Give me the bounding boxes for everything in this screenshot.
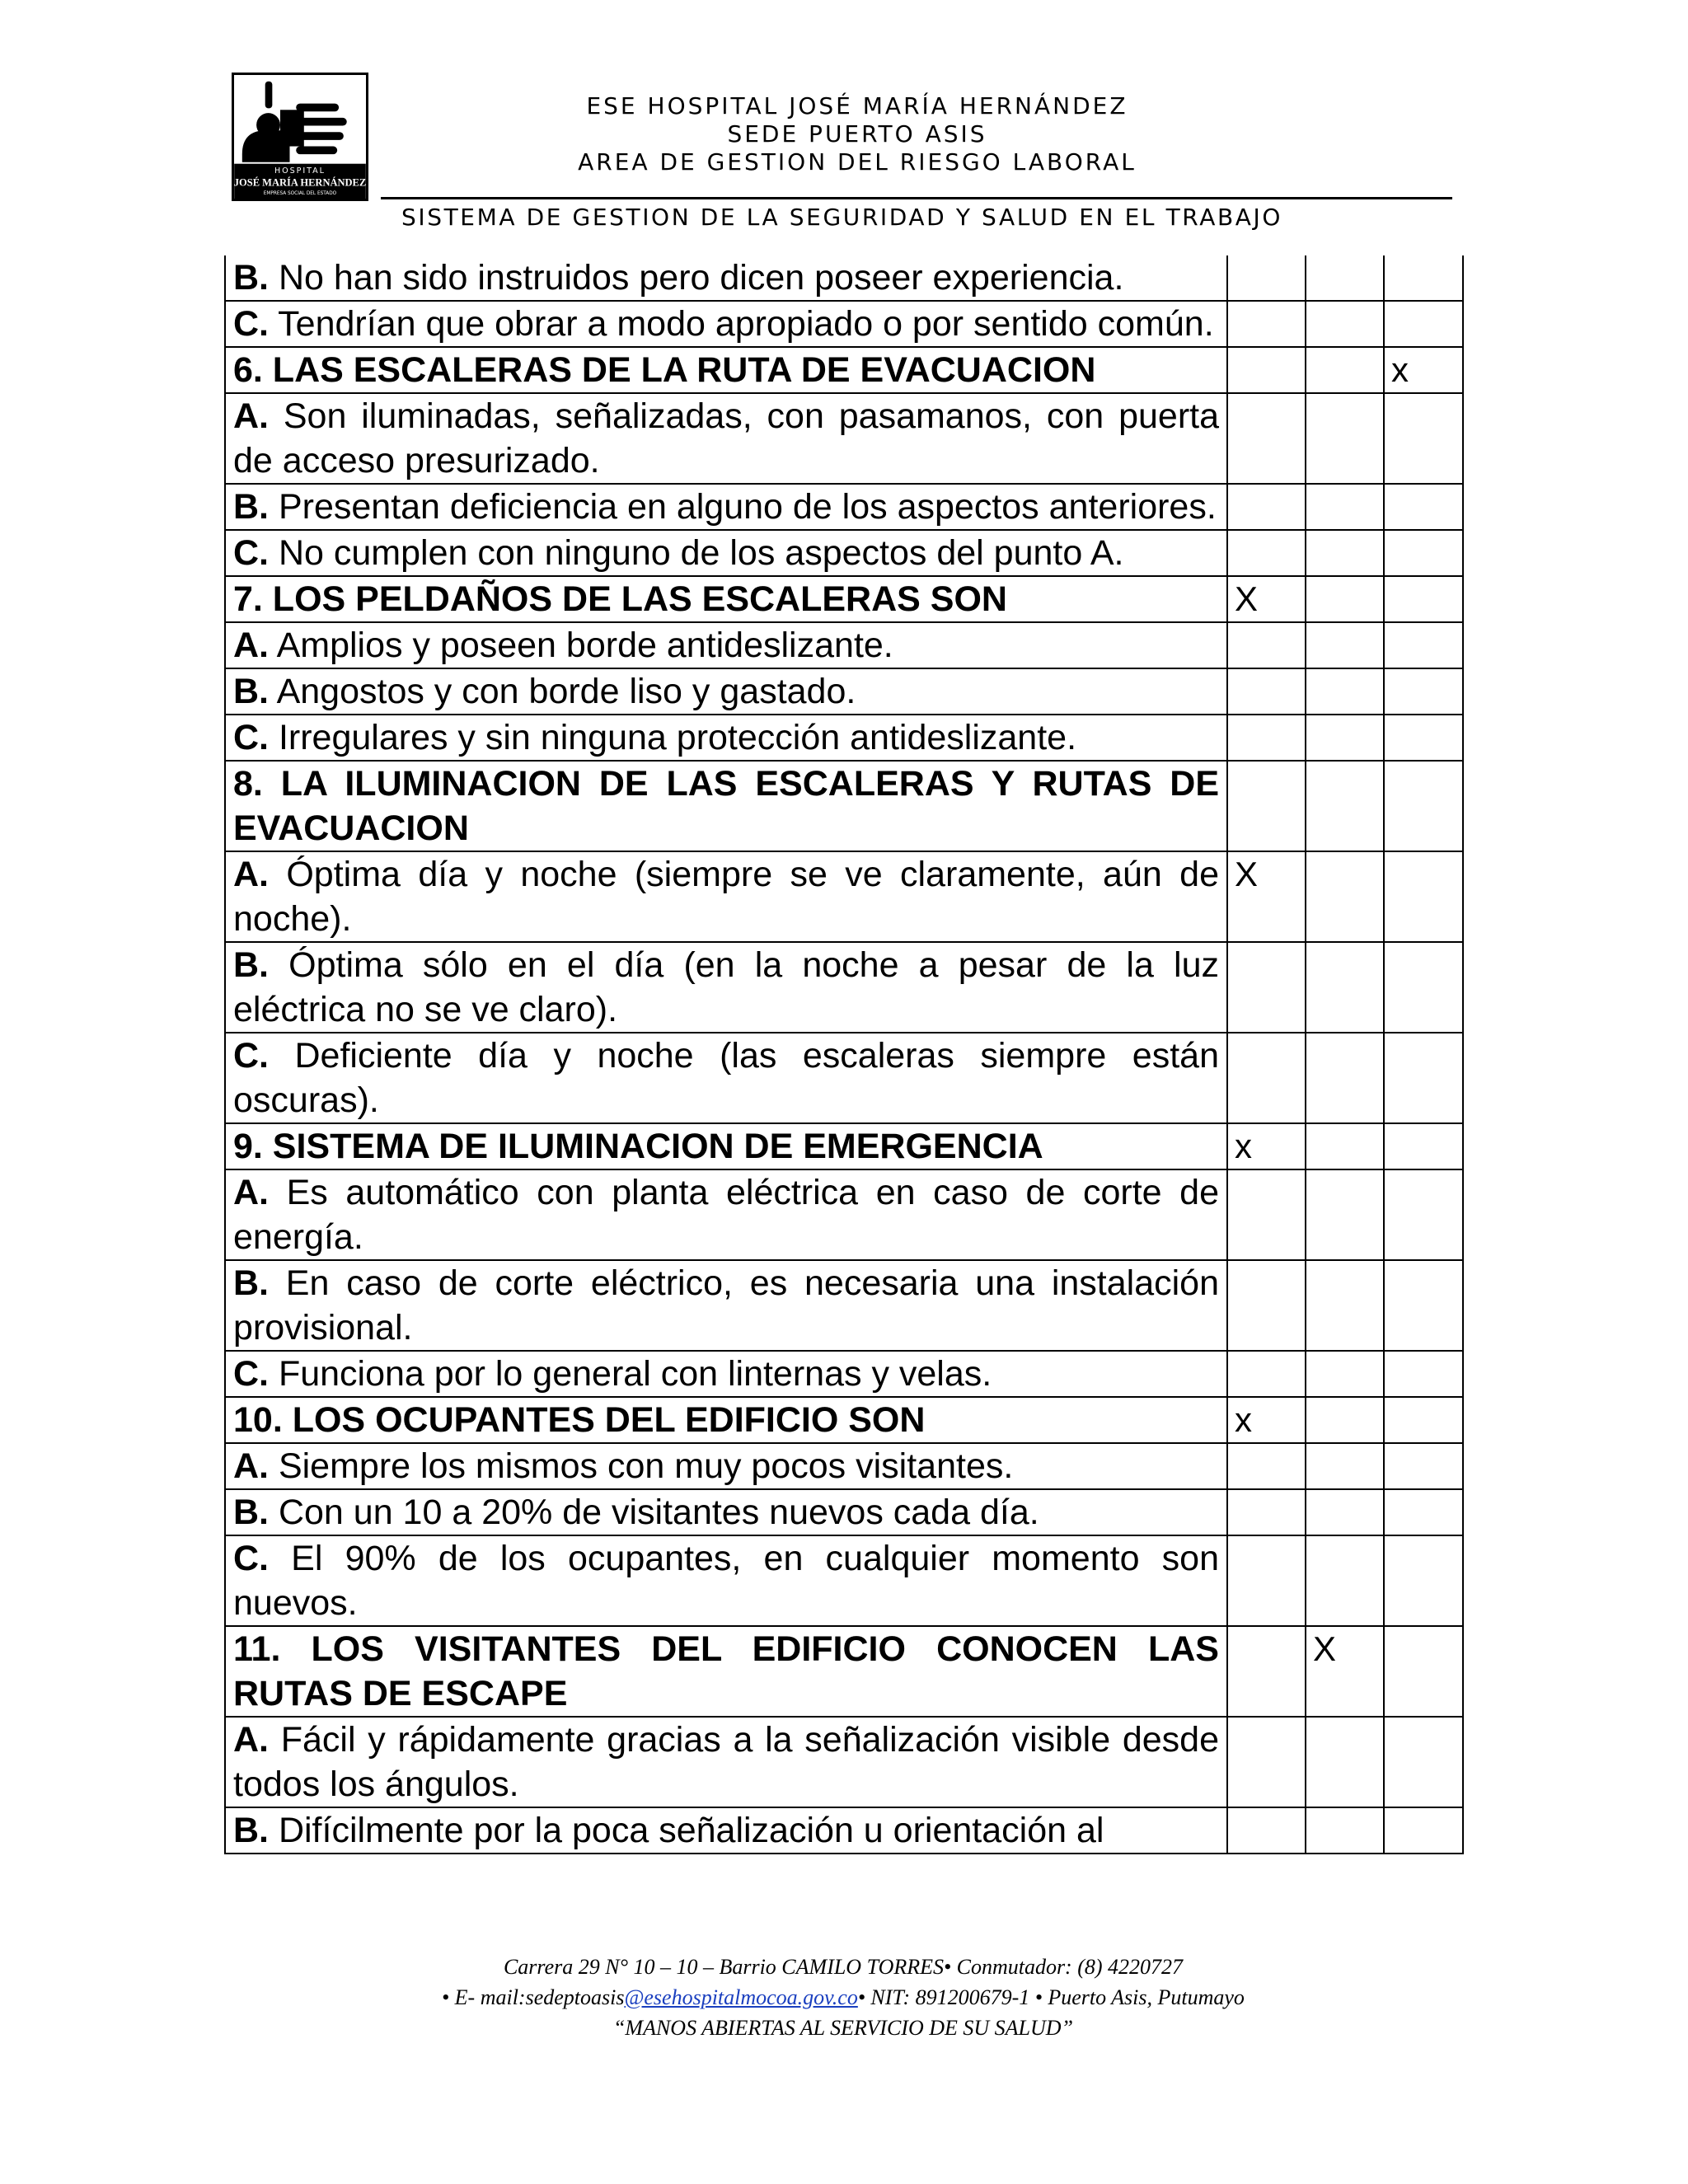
org-site: SEDE PUERTO ASIS <box>727 120 987 148</box>
option-description: Con un 10 a 20% de visitantes nuevos cada día. <box>269 1493 1039 1532</box>
option-text <box>225 715 1227 761</box>
mark-cell-3 <box>1384 715 1463 761</box>
mark-cell-2 <box>1306 1033 1384 1123</box>
option-letter: A. <box>233 855 269 894</box>
footer-address: Carrera 29 N° 10 – 10 – Barrio CAMILO TORRES• Conmutador: (8) 4220727 <box>503 1955 1184 1979</box>
header-divider <box>381 197 1452 199</box>
mark-cell-3 <box>1384 255 1463 301</box>
option-description: Tendrían que obrar a modo apropiado o por sentido común. <box>269 304 1214 344</box>
mark-cell-2 <box>1306 1535 1384 1626</box>
mark-cell-2 <box>1306 1123 1384 1169</box>
option-letter: B. <box>233 672 269 711</box>
option-description: Son iluminadas, señalizadas, con pasamanos, con puerta de acceso presurizado. <box>233 396 1219 480</box>
mark-cell-2 <box>1306 1260 1384 1351</box>
option-row <box>225 942 1463 1033</box>
mark-cell-3 <box>1384 1717 1463 1807</box>
option-text <box>225 1351 1227 1397</box>
mark-cell-1 <box>1227 1807 1306 1854</box>
mark-cell-1: x <box>1227 1123 1306 1169</box>
question-row <box>225 347 1463 393</box>
mark-cell-1 <box>1227 668 1306 715</box>
option-row <box>225 1443 1463 1489</box>
hospital-logo <box>232 73 368 201</box>
hand-logo-icon <box>234 75 366 199</box>
option-letter: B. <box>233 945 269 985</box>
option-description: No cumplen con ninguno de los aspectos del punto A. <box>269 533 1124 573</box>
option-row <box>225 1535 1463 1626</box>
option-description: Deficiente día y noche (las escaleras siempre están oscuras). <box>233 1036 1219 1120</box>
mark-cell-2 <box>1306 715 1384 761</box>
option-letter: A. <box>233 396 269 436</box>
option-description: Funciona por lo general con linternas y velas. <box>269 1354 992 1394</box>
system-title: SISTEMA DE GESTION DE LA SEGURIDAD Y SALUD EN EL TRABAJO <box>401 204 1283 231</box>
option-text <box>225 1807 1227 1854</box>
option-text <box>225 301 1227 347</box>
mark-cell-1 <box>1227 484 1306 530</box>
footer-email-prefix: • E- mail:sedeptoasis <box>442 1985 625 2009</box>
svg-text:HOSPITAL: HOSPITAL <box>274 166 326 176</box>
option-letter: C. <box>233 1036 269 1076</box>
page-footer <box>224 1952 1462 2043</box>
mark-cell-2 <box>1306 942 1384 1033</box>
mark-cell-1: x <box>1227 1397 1306 1443</box>
mark-cell-3: x <box>1384 347 1463 393</box>
question-text: 10. LOS OCUPANTES DEL EDIFICIO SON <box>225 1397 1227 1443</box>
option-row <box>225 301 1463 347</box>
mark-cell-3 <box>1384 576 1463 622</box>
option-text <box>225 1443 1227 1489</box>
option-description: Angostos y con borde liso y gastado. <box>269 672 856 711</box>
mark-cell-2 <box>1306 301 1384 347</box>
option-row <box>225 851 1463 942</box>
mark-cell-1 <box>1227 530 1306 576</box>
option-text <box>225 1033 1227 1123</box>
mark-cell-1 <box>1227 1443 1306 1489</box>
mark-cell-2 <box>1306 530 1384 576</box>
question-text: 8. LA ILUMINACION DE LAS ESCALERAS Y RUTAS DE EVACUACION <box>225 761 1227 851</box>
option-description: Óptima día y noche (siempre se ve claramente, aún de noche). <box>233 855 1219 939</box>
option-text <box>225 393 1227 484</box>
option-letter: B. <box>233 1811 269 1850</box>
mark-cell-2 <box>1306 1489 1384 1535</box>
mark-cell-3 <box>1384 1169 1463 1260</box>
mark-cell-1: X <box>1227 851 1306 942</box>
option-row <box>225 393 1463 484</box>
option-letter: A. <box>233 626 269 665</box>
option-letter: B. <box>233 487 269 527</box>
option-description: Difícilmente por la poca señalización u orientación al <box>269 1811 1104 1850</box>
mark-cell-1 <box>1227 1351 1306 1397</box>
option-description: Fácil y rápidamente gracias a la señalización visible desde todos los ángulos. <box>233 1720 1219 1804</box>
option-letter: C. <box>233 1539 269 1578</box>
mark-cell-3 <box>1384 851 1463 942</box>
option-text <box>225 622 1227 668</box>
option-text <box>225 668 1227 715</box>
mark-cell-3 <box>1384 668 1463 715</box>
mark-cell-3 <box>1384 1260 1463 1351</box>
mark-cell-2 <box>1306 1397 1384 1443</box>
mark-cell-3 <box>1384 761 1463 851</box>
mark-cell-2 <box>1306 347 1384 393</box>
mark-cell-2 <box>1306 1717 1384 1807</box>
question-text: 7. LOS PELDAÑOS DE LAS ESCALERAS SON <box>225 576 1227 622</box>
option-row <box>225 715 1463 761</box>
option-text <box>225 1717 1227 1807</box>
mark-cell-3 <box>1384 393 1463 484</box>
option-text <box>225 530 1227 576</box>
mark-cell-2 <box>1306 1169 1384 1260</box>
option-description: Siempre los mismos con muy pocos visitantes. <box>269 1446 1014 1486</box>
mark-cell-2 <box>1306 576 1384 622</box>
mark-cell-1 <box>1227 1626 1306 1717</box>
svg-text:EMPRESA SOCIAL DEL ESTADO: EMPRESA SOCIAL DEL ESTADO <box>263 191 337 197</box>
question-row <box>225 761 1463 851</box>
email-link[interactable]: @esehospitalmocoa.gov.co <box>624 1985 858 2009</box>
mark-cell-3 <box>1384 1807 1463 1854</box>
option-text <box>225 484 1227 530</box>
mark-cell-2 <box>1306 668 1384 715</box>
mark-cell-1 <box>1227 1260 1306 1351</box>
option-description: En caso de corte eléctrico, es necesaria una instalación provisional. <box>233 1263 1219 1347</box>
mark-cell-2 <box>1306 761 1384 851</box>
mark-cell-1 <box>1227 1717 1306 1807</box>
evaluation-checklist-table <box>224 255 1464 1854</box>
option-description: Óptima sólo en el día (en la noche a pesar de la luz eléctrica no se ve claro). <box>233 945 1219 1029</box>
mark-cell-2: X <box>1306 1626 1384 1717</box>
mark-cell-3 <box>1384 1033 1463 1123</box>
mark-cell-1 <box>1227 942 1306 1033</box>
question-row <box>225 1626 1463 1717</box>
option-row <box>225 1807 1463 1854</box>
question-row <box>225 1123 1463 1169</box>
org-name: ESE HOSPITAL JOSÉ MARÍA HERNÁNDEZ <box>586 92 1128 120</box>
option-text <box>225 255 1227 301</box>
mark-cell-1 <box>1227 1535 1306 1626</box>
option-text <box>225 1535 1227 1626</box>
org-area: AREA DE GESTION DEL RIESGO LABORAL <box>578 148 1137 176</box>
option-description: No han sido instruidos pero dicen poseer experiencia. <box>269 258 1124 298</box>
option-row <box>225 1260 1463 1351</box>
organization-header <box>387 92 1327 176</box>
mark-cell-1 <box>1227 255 1306 301</box>
mark-cell-3 <box>1384 1443 1463 1489</box>
mark-cell-1 <box>1227 622 1306 668</box>
mark-cell-3 <box>1384 1535 1463 1626</box>
mark-cell-3 <box>1384 484 1463 530</box>
option-row <box>225 1351 1463 1397</box>
question-text: 6. LAS ESCALERAS DE LA RUTA DE EVACUACION <box>225 347 1227 393</box>
option-letter: B. <box>233 1263 269 1303</box>
mark-cell-2 <box>1306 1443 1384 1489</box>
mark-cell-3 <box>1384 942 1463 1033</box>
option-description: Irregulares y sin ninguna protección antideslizante. <box>269 718 1077 757</box>
option-row <box>225 1717 1463 1807</box>
option-row <box>225 1033 1463 1123</box>
mark-cell-2 <box>1306 851 1384 942</box>
mark-cell-3 <box>1384 1397 1463 1443</box>
option-row <box>225 1489 1463 1535</box>
mark-cell-2 <box>1306 622 1384 668</box>
option-text <box>225 942 1227 1033</box>
footer-nit-location: • NIT: 891200679-1 • Puerto Asis, Putumayo <box>857 1985 1245 2009</box>
footer-contact <box>224 1982 1462 2013</box>
question-text: 11. LOS VISITANTES DEL EDIFICIO CONOCEN LAS RUTAS DE ESCAPE <box>225 1626 1227 1717</box>
option-row <box>225 530 1463 576</box>
option-row <box>225 1169 1463 1260</box>
option-description: Amplios y poseen borde antideslizante. <box>269 626 893 665</box>
mark-cell-3 <box>1384 1626 1463 1717</box>
option-row <box>225 484 1463 530</box>
option-letter: C. <box>233 533 269 573</box>
option-row <box>225 255 1463 301</box>
mark-cell-1 <box>1227 715 1306 761</box>
mark-cell-1 <box>1227 1169 1306 1260</box>
mark-cell-1: X <box>1227 576 1306 622</box>
mark-cell-1 <box>1227 393 1306 484</box>
mark-cell-3 <box>1384 301 1463 347</box>
option-letter: A. <box>233 1720 269 1760</box>
mark-cell-1 <box>1227 1033 1306 1123</box>
option-letter: A. <box>233 1173 269 1212</box>
checklist-body <box>225 255 1463 1854</box>
mark-cell-2 <box>1306 1807 1384 1854</box>
option-letter: C. <box>233 304 269 344</box>
option-letter: B. <box>233 258 269 298</box>
mark-cell-3 <box>1384 1123 1463 1169</box>
mark-cell-2 <box>1306 255 1384 301</box>
mark-cell-2 <box>1306 393 1384 484</box>
mark-cell-1 <box>1227 761 1306 851</box>
mark-cell-3 <box>1384 622 1463 668</box>
question-row <box>225 1397 1463 1443</box>
mark-cell-3 <box>1384 1351 1463 1397</box>
mark-cell-3 <box>1384 1489 1463 1535</box>
mark-cell-3 <box>1384 530 1463 576</box>
question-text: 9. SISTEMA DE ILUMINACION DE EMERGENCIA <box>225 1123 1227 1169</box>
option-letter: A. <box>233 1446 269 1486</box>
option-letter: C. <box>233 1354 269 1394</box>
option-text <box>225 1489 1227 1535</box>
mark-cell-1 <box>1227 301 1306 347</box>
option-letter: C. <box>233 718 269 757</box>
option-text <box>225 1169 1227 1260</box>
question-row <box>225 576 1463 622</box>
option-row <box>225 668 1463 715</box>
option-description: El 90% de los ocupantes, en cualquier momento son nuevos. <box>233 1539 1219 1623</box>
option-row <box>225 622 1463 668</box>
option-letter: B. <box>233 1493 269 1532</box>
mark-cell-2 <box>1306 1351 1384 1397</box>
footer-slogan: “MANOS ABIERTAS AL SERVICIO DE SU SALUD” <box>612 2016 1074 2040</box>
mark-cell-2 <box>1306 484 1384 530</box>
svg-text:JOSÉ MARÍA HERNÁNDEZ: JOSÉ MARÍA HERNÁNDEZ <box>234 176 366 189</box>
option-description: Presentan deficiencia en alguno de los aspectos anteriores. <box>269 487 1217 527</box>
mark-cell-1 <box>1227 347 1306 393</box>
option-text <box>225 1260 1227 1351</box>
mark-cell-1 <box>1227 1489 1306 1535</box>
option-text <box>225 851 1227 942</box>
option-description: Es automático con planta eléctrica en caso de corte de energía. <box>233 1173 1219 1257</box>
